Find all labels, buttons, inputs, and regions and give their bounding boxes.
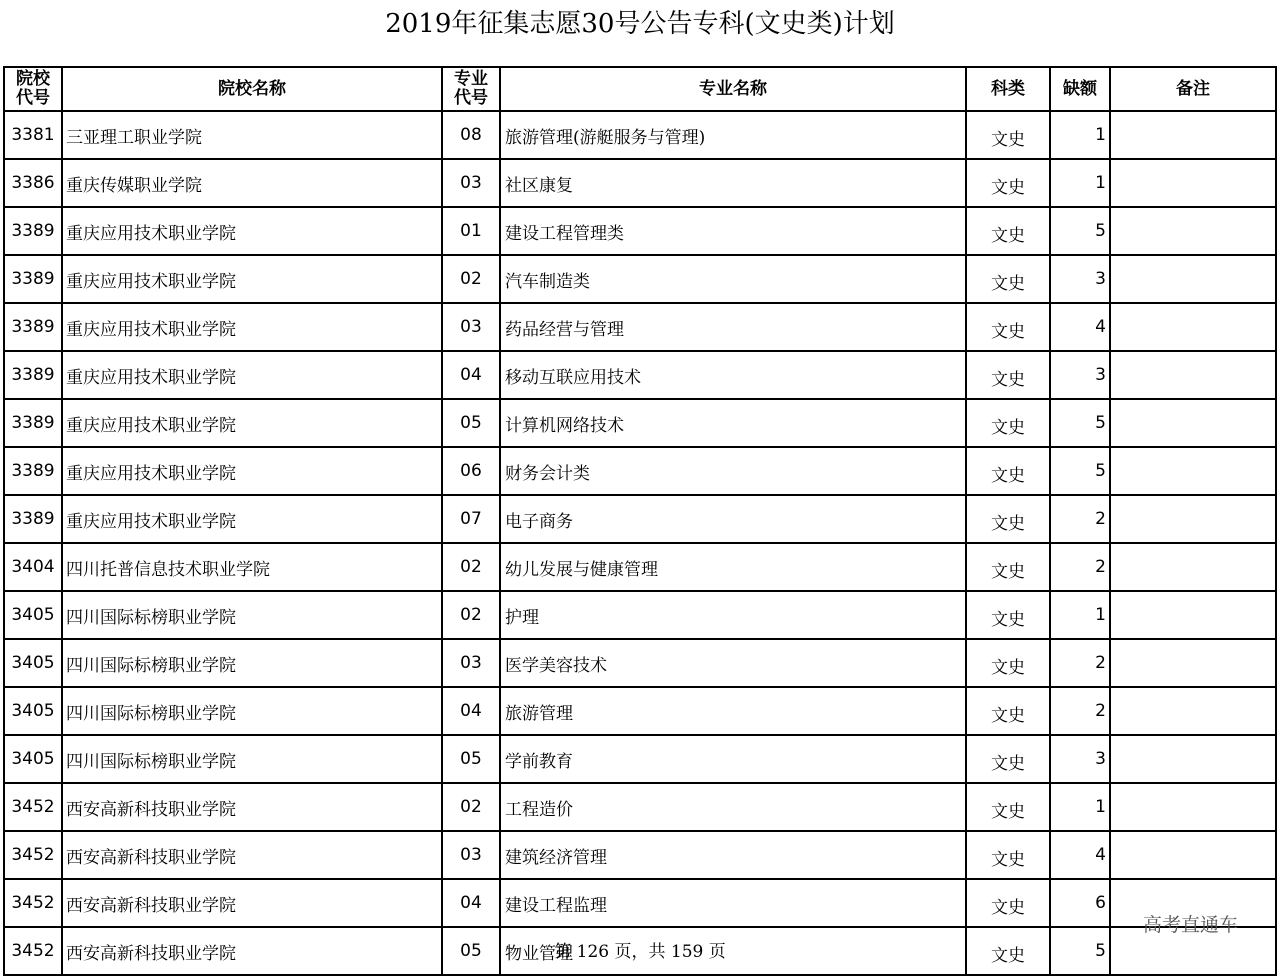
vacancy-cell: 3 (1050, 255, 1110, 303)
category-cell: 文史 (966, 303, 1050, 351)
remarks-cell (1110, 687, 1276, 735)
school-code-cell: 3405 (4, 735, 62, 783)
remarks-cell (1110, 351, 1276, 399)
major-code-cell: 05 (442, 735, 500, 783)
major-code-cell: 02 (442, 783, 500, 831)
school-name-cell: 重庆应用技术职业学院 (62, 207, 442, 255)
school-name-cell: 西安高新科技职业学院 (62, 879, 442, 927)
vacancy-cell: 4 (1050, 831, 1110, 879)
table-row (4, 543, 1276, 591)
header-vacancy: 缺额 (1050, 67, 1110, 111)
major-code-cell: 06 (442, 447, 500, 495)
major-name-cell: 物业管理 (500, 927, 966, 975)
table-row (4, 639, 1276, 687)
remarks-cell (1110, 111, 1276, 159)
table-row (4, 495, 1276, 543)
major-name-cell: 建设工程监理 (500, 879, 966, 927)
category-cell: 文史 (966, 351, 1050, 399)
major-code-cell: 05 (442, 399, 500, 447)
major-code-cell: 07 (442, 495, 500, 543)
category-cell: 文史 (966, 735, 1050, 783)
school-name-cell: 三亚理工职业学院 (62, 111, 442, 159)
major-name-cell: 建筑经济管理 (500, 831, 966, 879)
vacancy-cell: 1 (1050, 591, 1110, 639)
school-name-cell: 四川托普信息技术职业学院 (62, 543, 442, 591)
watermark: 高考直通车 (1143, 914, 1239, 936)
school-code-cell: 3405 (4, 687, 62, 735)
header-major-code: 专业 代号 (442, 67, 500, 111)
school-code-cell: 3452 (4, 831, 62, 879)
vacancy-cell: 3 (1050, 351, 1110, 399)
school-code-cell: 3452 (4, 879, 62, 927)
remarks-cell (1110, 207, 1276, 255)
remarks-cell (1110, 831, 1276, 879)
category-cell: 文史 (966, 447, 1050, 495)
category-cell: 文史 (966, 159, 1050, 207)
plan-table (3, 66, 1277, 976)
major-name-cell: 幼儿发展与健康管理 (500, 543, 966, 591)
school-code-cell: 3381 (4, 111, 62, 159)
table-row (4, 591, 1276, 639)
table-row (4, 399, 1276, 447)
remarks-cell (1110, 159, 1276, 207)
table-row (4, 735, 1276, 783)
school-name-cell: 四川国际标榜职业学院 (62, 735, 442, 783)
vacancy-cell: 5 (1050, 399, 1110, 447)
school-code-cell: 3386 (4, 159, 62, 207)
table-row (4, 687, 1276, 735)
vacancy-cell: 1 (1050, 783, 1110, 831)
school-code-cell: 3452 (4, 927, 62, 975)
remarks-cell (1110, 735, 1276, 783)
major-code-cell: 03 (442, 303, 500, 351)
remarks-cell (1110, 543, 1276, 591)
major-code-cell: 05 (442, 927, 500, 975)
header-category: 科类 (966, 67, 1050, 111)
major-name-cell: 药品经营与管理 (500, 303, 966, 351)
remarks-cell (1110, 399, 1276, 447)
major-name-cell: 工程造价 (500, 783, 966, 831)
remarks-cell (1110, 447, 1276, 495)
remarks-cell (1110, 783, 1276, 831)
table-row (4, 351, 1276, 399)
category-cell: 文史 (966, 399, 1050, 447)
school-code-cell: 3405 (4, 591, 62, 639)
school-code-cell: 3389 (4, 207, 62, 255)
major-code-cell: 01 (442, 207, 500, 255)
vacancy-cell: 3 (1050, 735, 1110, 783)
school-name-cell: 西安高新科技职业学院 (62, 783, 442, 831)
major-name-cell: 建设工程管理类 (500, 207, 966, 255)
school-code-cell: 3389 (4, 255, 62, 303)
major-code-cell: 08 (442, 111, 500, 159)
major-code-cell: 04 (442, 687, 500, 735)
table-row (4, 783, 1276, 831)
major-name-cell: 财务会计类 (500, 447, 966, 495)
major-name-cell: 社区康复 (500, 159, 966, 207)
table-row (4, 879, 1276, 927)
school-name-cell: 重庆应用技术职业学院 (62, 303, 442, 351)
vacancy-cell: 5 (1050, 927, 1110, 975)
category-cell: 文史 (966, 927, 1050, 975)
remarks-cell (1110, 495, 1276, 543)
table-row (4, 831, 1276, 879)
school-code-cell: 3389 (4, 351, 62, 399)
school-name-cell: 重庆应用技术职业学院 (62, 447, 442, 495)
category-cell: 文史 (966, 687, 1050, 735)
category-cell: 文史 (966, 783, 1050, 831)
vacancy-cell: 2 (1050, 543, 1110, 591)
table-row (4, 255, 1276, 303)
school-code-cell: 3389 (4, 495, 62, 543)
page-title: 2019年征集志愿30号公告专科(文史类)计划 (385, 9, 895, 39)
category-cell: 文史 (966, 831, 1050, 879)
school-name-cell: 四川国际标榜职业学院 (62, 591, 442, 639)
major-code-cell: 04 (442, 879, 500, 927)
school-name-cell: 西安高新科技职业学院 (62, 927, 442, 975)
school-code-cell: 3405 (4, 639, 62, 687)
major-name-cell: 移动互联应用技术 (500, 351, 966, 399)
remarks-cell (1110, 591, 1276, 639)
school-name-cell: 重庆应用技术职业学院 (62, 351, 442, 399)
vacancy-cell: 1 (1050, 111, 1110, 159)
vacancy-cell: 4 (1050, 303, 1110, 351)
school-name-cell: 重庆应用技术职业学院 (62, 399, 442, 447)
major-name-cell: 学前教育 (500, 735, 966, 783)
vacancy-cell: 2 (1050, 687, 1110, 735)
major-name-cell: 计算机网络技术 (500, 399, 966, 447)
category-cell: 文史 (966, 207, 1050, 255)
major-name-cell: 旅游管理(游艇服务与管理) (500, 111, 966, 159)
vacancy-cell: 2 (1050, 639, 1110, 687)
header-major-name: 专业名称 (500, 67, 966, 111)
major-code-cell: 02 (442, 543, 500, 591)
school-name-cell: 重庆应用技术职业学院 (62, 495, 442, 543)
school-name-cell: 四川国际标榜职业学院 (62, 687, 442, 735)
major-code-cell: 03 (442, 831, 500, 879)
category-cell: 文史 (966, 879, 1050, 927)
table-row (4, 303, 1276, 351)
major-name-cell: 护理 (500, 591, 966, 639)
school-code-cell: 3404 (4, 543, 62, 591)
major-code-cell: 04 (442, 351, 500, 399)
header-row (4, 67, 1276, 111)
school-code-cell: 3389 (4, 303, 62, 351)
school-code-cell: 3389 (4, 447, 62, 495)
remarks-cell (1110, 639, 1276, 687)
table-body (4, 111, 1276, 975)
category-cell: 文史 (966, 591, 1050, 639)
school-code-cell: 3389 (4, 399, 62, 447)
school-code-cell: 3452 (4, 783, 62, 831)
major-name-cell: 医学美容技术 (500, 639, 966, 687)
category-cell: 文史 (966, 255, 1050, 303)
major-name-cell: 汽车制造类 (500, 255, 966, 303)
table-row (4, 207, 1276, 255)
major-code-cell: 02 (442, 255, 500, 303)
category-cell: 文史 (966, 495, 1050, 543)
vacancy-cell: 6 (1050, 879, 1110, 927)
vacancy-cell: 5 (1050, 447, 1110, 495)
category-cell: 文史 (966, 639, 1050, 687)
category-cell: 文史 (966, 111, 1050, 159)
table-row (4, 111, 1276, 159)
category-cell: 文史 (966, 543, 1050, 591)
vacancy-cell: 5 (1050, 207, 1110, 255)
remarks-cell (1110, 303, 1276, 351)
header-remarks: 备注 (1110, 67, 1276, 111)
major-code-cell: 02 (442, 591, 500, 639)
major-code-cell: 03 (442, 159, 500, 207)
school-name-cell: 四川国际标榜职业学院 (62, 639, 442, 687)
school-name-cell: 重庆应用技术职业学院 (62, 255, 442, 303)
school-name-cell: 重庆传媒职业学院 (62, 159, 442, 207)
major-name-cell: 电子商务 (500, 495, 966, 543)
header-school-code: 院校 代号 (4, 67, 62, 111)
vacancy-cell: 2 (1050, 495, 1110, 543)
header-school-name: 院校名称 (62, 67, 442, 111)
school-name-cell: 西安高新科技职业学院 (62, 831, 442, 879)
major-name-cell: 旅游管理 (500, 687, 966, 735)
table-row (4, 447, 1276, 495)
table-row (4, 159, 1276, 207)
remarks-cell (1110, 255, 1276, 303)
major-code-cell: 03 (442, 639, 500, 687)
vacancy-cell: 1 (1050, 159, 1110, 207)
page-footer: 第 126 页，共 159 页 (554, 942, 726, 962)
